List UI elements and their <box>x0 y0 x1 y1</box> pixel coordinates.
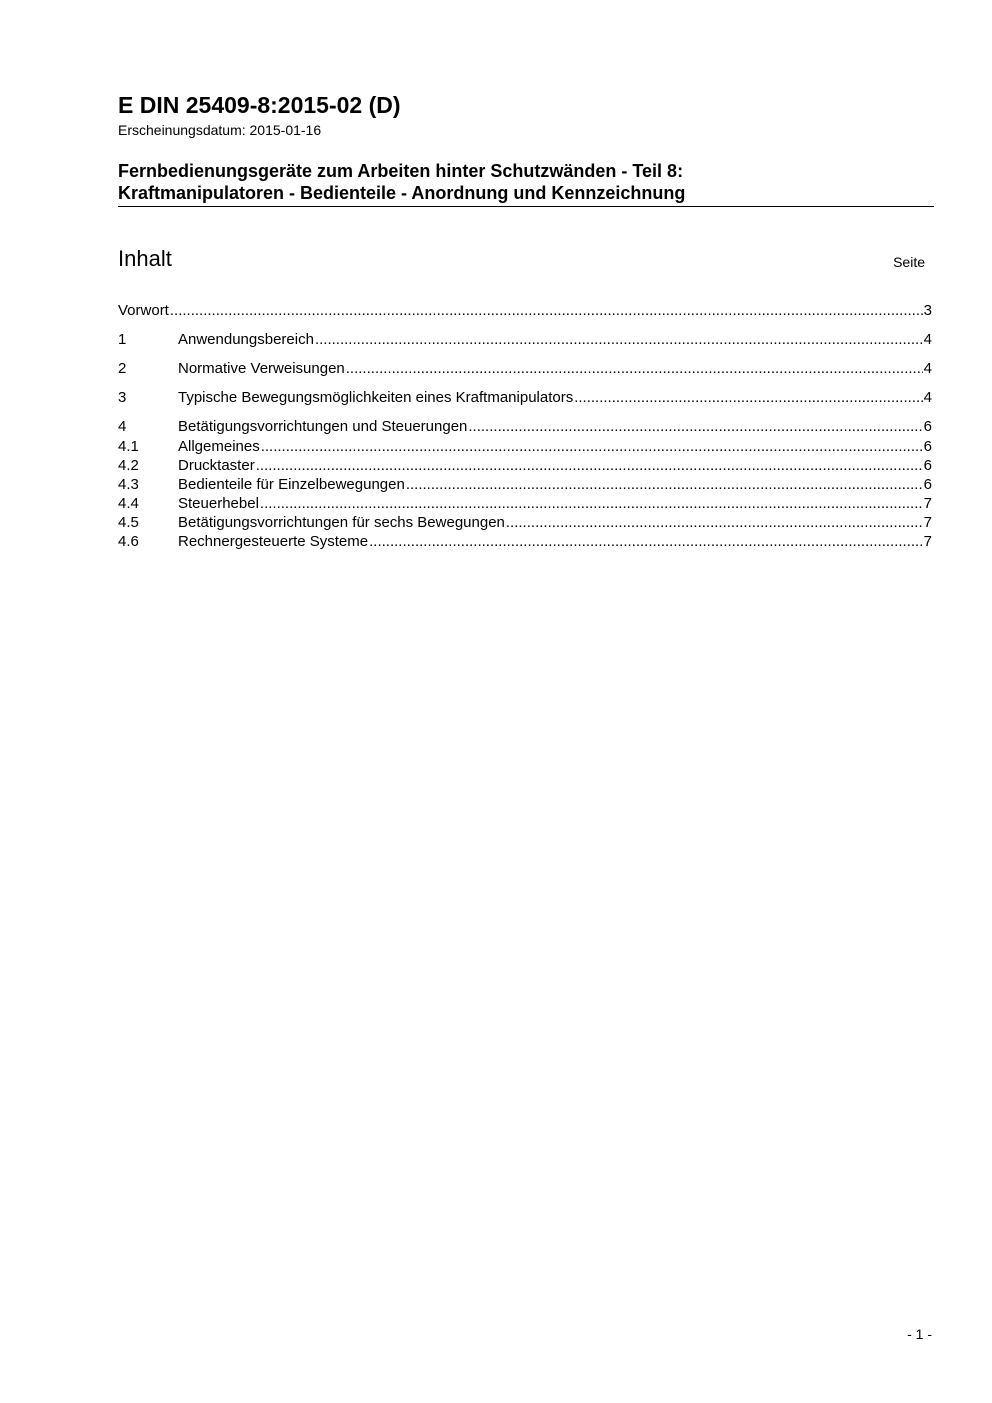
toc-entry-number: 3 <box>118 389 127 406</box>
toc-leader-dots <box>260 494 923 513</box>
toc-entry-page: 4 <box>923 389 932 406</box>
toc-leader-dots <box>574 388 922 407</box>
toc-leader-dots <box>406 475 923 494</box>
toc-entry-text: Betätigungsvorrichtungen und Steuerungen <box>178 418 468 435</box>
toc-heading: Inhalt <box>118 246 172 271</box>
toc-entry-4-4[interactable] <box>118 494 932 513</box>
toc-entry-text: Bedienteile für Einzelbewegungen <box>178 476 405 493</box>
toc-entry-4-2[interactable] <box>118 456 932 475</box>
toc-leader-dots <box>506 513 923 532</box>
toc-page-label: Seite <box>893 254 925 270</box>
toc-entry-number: 4.5 <box>118 514 139 531</box>
page-number: - 1 - <box>907 1326 932 1342</box>
toc-entry-number: 4.2 <box>118 457 139 474</box>
toc-entry-number: 2 <box>118 360 127 377</box>
toc-leader-dots <box>369 532 923 551</box>
toc-entry-text: Anwendungsbereich <box>178 331 314 348</box>
toc-leader-dots <box>256 456 923 475</box>
toc-leader-dots <box>468 417 922 436</box>
toc-entry-text: Betätigungsvorrichtungen für sechs Bewegungen <box>178 514 505 531</box>
toc-entry-4-1[interactable] <box>118 437 932 456</box>
toc-leader-dots <box>261 437 923 456</box>
toc-entry-1[interactable] <box>118 330 932 349</box>
toc-leader-dots <box>170 301 923 320</box>
document-id: E DIN 25409-8:2015-02 (D) <box>118 92 401 118</box>
toc-entry-page: 7 <box>923 514 932 531</box>
toc-entry-text: Normative Verweisungen <box>178 360 345 377</box>
toc-entry-text: Rechnergesteuerte Systeme <box>178 533 369 550</box>
toc-entry-page: 6 <box>923 418 932 435</box>
toc-entry-page: 6 <box>923 438 932 455</box>
document-title <box>118 160 934 207</box>
toc-entry-number: 4 <box>118 418 127 435</box>
toc-entry-text: Drucktaster <box>178 457 255 474</box>
toc-entry-number: 4.6 <box>118 533 139 550</box>
toc-entry-4-5[interactable] <box>118 513 932 532</box>
toc-entry-page: 6 <box>923 476 932 493</box>
toc-entry-text: Allgemeines <box>178 438 260 455</box>
toc-entry-page: 7 <box>923 533 932 550</box>
toc-entry-text: Vorwort <box>118 302 169 319</box>
toc-leader-dots <box>346 359 923 378</box>
toc-entry-text: Typische Bewegungsmöglichkeiten eines Kraftmanipulators <box>178 389 574 406</box>
toc-entry-vorwort[interactable] <box>118 301 932 320</box>
toc-entry-4[interactable] <box>118 417 932 436</box>
toc-entry-3[interactable] <box>118 388 932 407</box>
toc-entry-page: 4 <box>923 360 932 377</box>
toc-entry-number: 4.4 <box>118 495 139 512</box>
toc-entry-page: 7 <box>923 495 932 512</box>
publication-date: Erscheinungsdatum: 2015-01-16 <box>118 122 322 138</box>
toc-entry-number: 4.3 <box>118 476 139 493</box>
toc-entry-number: 1 <box>118 331 127 348</box>
toc-leader-dots <box>315 330 923 349</box>
toc-entry-number: 4.1 <box>118 438 139 455</box>
toc-entry-2[interactable] <box>118 359 932 378</box>
toc-entry-text: Steuerhebel <box>178 495 259 512</box>
toc-entry-page: 6 <box>923 457 932 474</box>
toc-entry-4-3[interactable] <box>118 475 932 494</box>
toc-entry-page: 4 <box>923 331 932 348</box>
toc-entry-page: 3 <box>923 302 932 319</box>
document-title-line-2: Kraftmanipulatoren - Bedienteile - Anordnung und Kennzeichnung <box>118 183 686 203</box>
document-title-line-1: Fernbedienungsgeräte zum Arbeiten hinter Schutzwänden - Teil 8: <box>118 161 684 181</box>
toc-entry-4-6[interactable] <box>118 532 932 551</box>
